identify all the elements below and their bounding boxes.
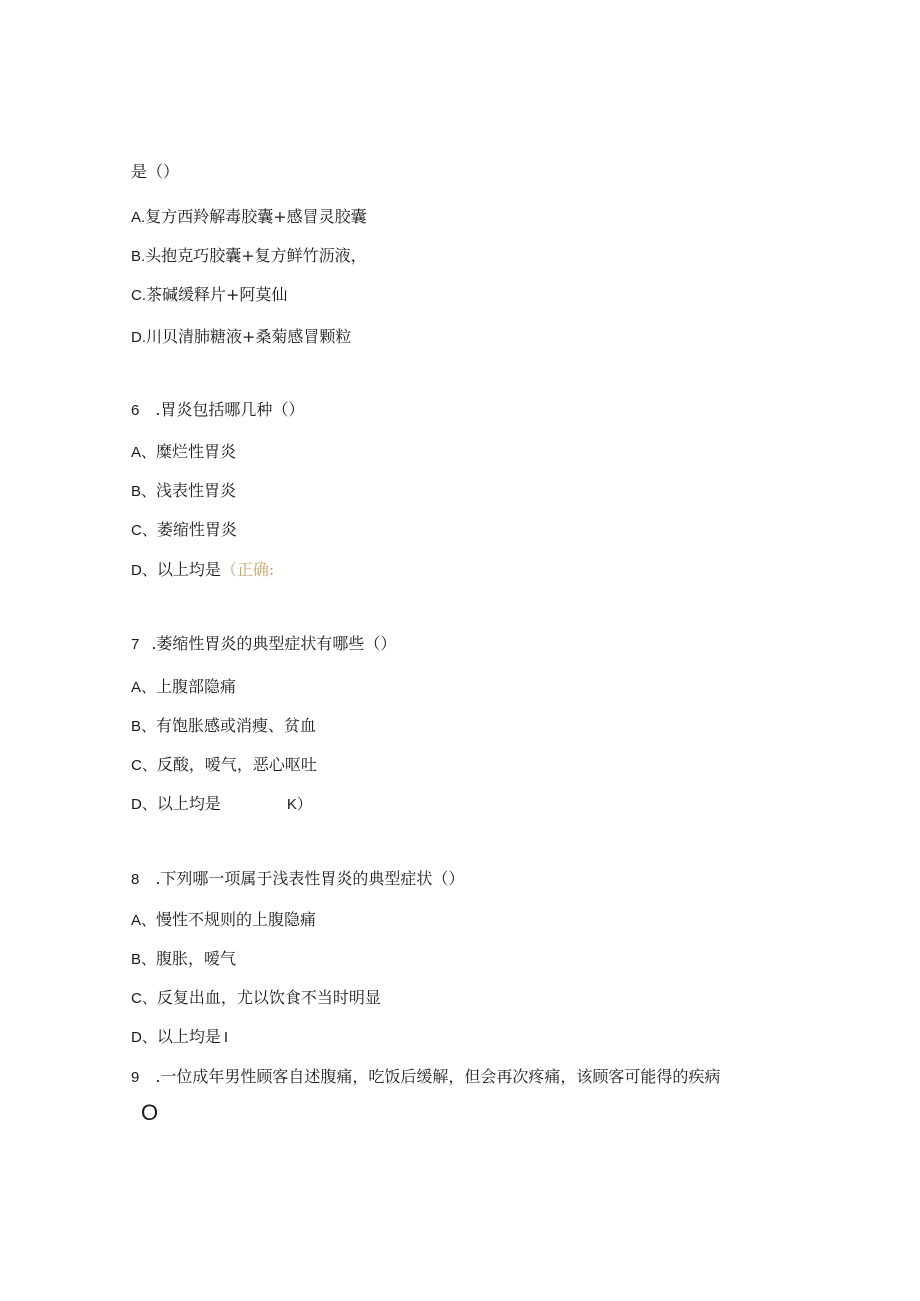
- question-6-option-b: [131, 481, 236, 502]
- question-9-continuation: O: [141, 1100, 159, 1125]
- option-letter: C、: [131, 757, 157, 774]
- question-7-option-c: [131, 755, 317, 776]
- question-8-stem: [131, 869, 464, 890]
- question-6-option-d: [131, 560, 274, 581]
- option-text: 复方西羚解毒胶囊+感冒灵胶囊: [145, 207, 367, 226]
- question-6-stem: [131, 400, 304, 421]
- option-text: 浅表性胃炎: [156, 481, 237, 500]
- option-text: 茶碱缓释片+阿莫仙: [146, 285, 288, 304]
- option-text: 萎缩性胃炎: [156, 520, 237, 539]
- option-letter: C.: [131, 287, 146, 304]
- option-letter: C、: [131, 522, 157, 539]
- option-text: 反酸，嗳气，恶心呕吐: [156, 755, 317, 774]
- stem-text: .一位成年男性顾客自述腹痛，吃饭后缓解，但会再次疼痛，该顾客可能得的疾病: [155, 1067, 721, 1086]
- option-letter: A.: [131, 209, 146, 226]
- question-5-option-a: [131, 207, 367, 228]
- option-text: 腹胀，嗳气: [156, 949, 237, 968]
- option-text: 川贝清肺糖液+桑菊感冒颗粒: [146, 327, 352, 346]
- option-text: 头抱克巧胶囊+复方鲜竹沥液，: [145, 246, 367, 265]
- question-5-option-d: [131, 327, 351, 348]
- option-text: 以上均是: [156, 794, 221, 813]
- question-7-option-b: [131, 716, 316, 737]
- stem-text: .下列哪一项属于浅表性胃炎的典型症状（）: [155, 869, 465, 888]
- option-letter: A、: [131, 444, 157, 461]
- stem-text: 是（）: [131, 162, 180, 181]
- question-7-option-d: [131, 794, 312, 815]
- option-text: 反复出血，尤以饮食不当时明显: [156, 988, 381, 1007]
- option-letter: B、: [131, 951, 157, 968]
- question-number: 7: [131, 636, 140, 653]
- question-6-option-c: [131, 520, 237, 541]
- question-8-option-c: [131, 988, 381, 1009]
- question-8-option-b: [131, 949, 236, 970]
- option-text: 以上均是: [156, 1027, 221, 1046]
- answer-hint: （正确:: [220, 560, 275, 579]
- option-letter: D、: [131, 796, 157, 813]
- option-text: 有饱胀感或消瘦、贫血: [156, 716, 317, 735]
- option-letter: C、: [131, 990, 157, 1007]
- option-text: 糜烂性胃炎: [156, 442, 237, 461]
- option-letter: A、: [131, 679, 157, 696]
- question-7-option-a: [131, 677, 236, 698]
- option-letter: B.: [131, 248, 146, 265]
- trailing-mark: I: [223, 1029, 229, 1046]
- question-number: 9: [131, 1069, 140, 1086]
- option-letter: B、: [131, 483, 157, 500]
- question-8-option-d: [131, 1027, 228, 1048]
- question-8-option-a: [131, 910, 316, 931]
- option-letter: D、: [131, 1029, 157, 1046]
- question-number: 8: [131, 871, 140, 888]
- question-5-stem-tail: [131, 162, 179, 182]
- option-text: 以上均是: [156, 560, 221, 579]
- question-5-option-c: [131, 285, 287, 306]
- option-letter: B、: [131, 718, 157, 735]
- question-6-option-a: [131, 442, 236, 463]
- option-text: 慢性不规则的上腹隐痛: [156, 910, 317, 929]
- option-letter: D.: [131, 329, 146, 346]
- option-text: 上腹部隐痛: [156, 677, 237, 696]
- stem-text: .萎缩性胃炎的典型症状有哪些（）: [151, 634, 397, 653]
- question-9-stem: [131, 1067, 720, 1088]
- question-5-option-b: [131, 246, 367, 267]
- question-7-stem: [131, 634, 396, 655]
- option-letter: D、: [131, 562, 157, 579]
- option-letter: A、: [131, 912, 157, 929]
- trailing-mark: K）: [286, 796, 312, 813]
- stem-text: .胃炎包括哪几种（）: [155, 400, 305, 419]
- question-number: 6: [131, 402, 140, 419]
